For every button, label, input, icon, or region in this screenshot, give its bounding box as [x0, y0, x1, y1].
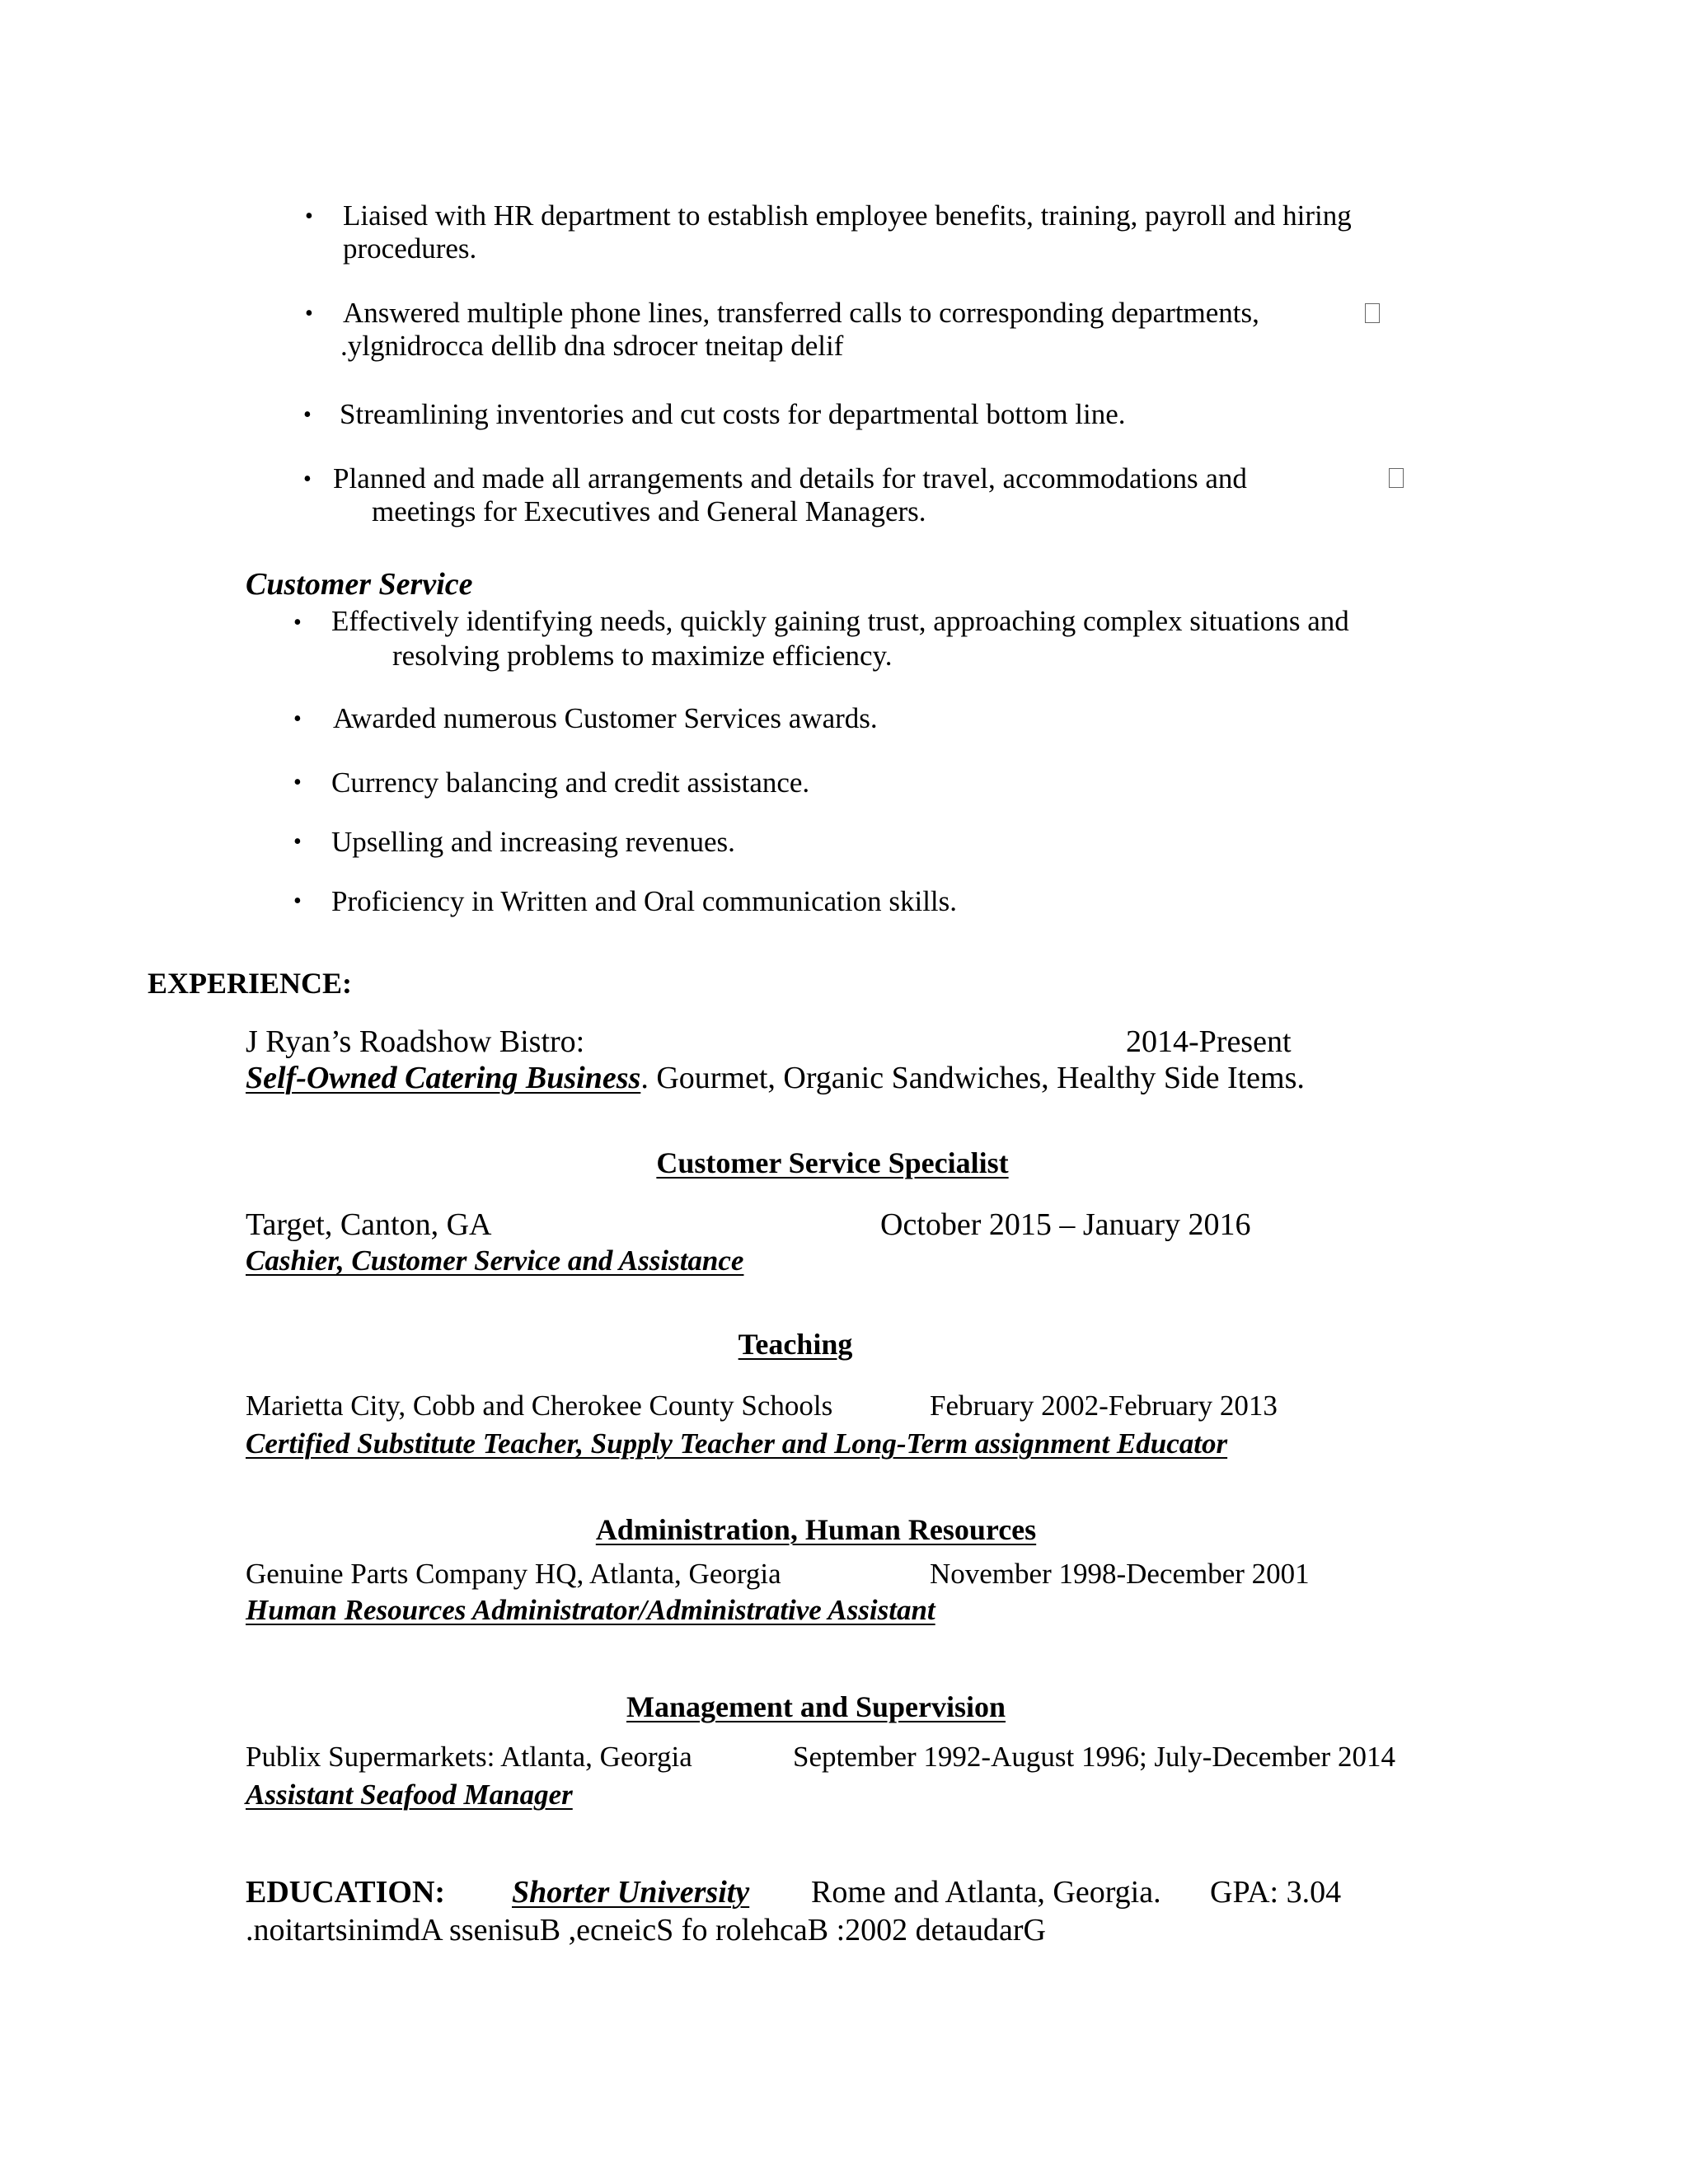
job-title: Assistant Seafood Manager — [246, 1779, 573, 1811]
employment-dates: October 2015 – January 2016 — [880, 1207, 1251, 1242]
employment-dates: February 2002-February 2013 — [930, 1390, 1278, 1422]
education-heading: EDUCATION: — [246, 1875, 446, 1910]
bullet-text: Currency balancing and credit assistance. — [331, 766, 810, 799]
bullet-icon: • — [293, 888, 302, 914]
bullet-icon: • — [293, 829, 302, 855]
bullet-text: Liaised with HR department to establish employee benefits, training, payroll and hiring — [343, 199, 1352, 232]
job-title: Cashier, Customer Service and Assistance — [246, 1244, 744, 1277]
bullet-text: Proficiency in Written and Oral communication skills. — [331, 885, 958, 917]
degree-line: .noitartsinimdA ssenisuB ,ecneicS fo rolehcaB :2002 detaudarG — [246, 1913, 1046, 1947]
bullet-text-continued: procedures. — [343, 232, 477, 265]
employer-name: J Ryan’s Roadshow Bistro: — [246, 1024, 585, 1059]
job-title: Certified Substitute Teacher, Supply Teacher and Long-Term assignment Educator — [246, 1427, 1228, 1460]
section-heading: Teaching — [738, 1328, 853, 1361]
bullet-icon: • — [293, 770, 302, 795]
bullet-text-continued: .ylgnidrocca dellib dna sdrocer tneitap delif — [340, 330, 844, 362]
employment-dates: November 1998-December 2001 — [930, 1558, 1310, 1590]
missing-glyph-icon — [1365, 303, 1380, 323]
bullet-icon: • — [293, 610, 302, 635]
employment-dates: 2014-Present — [1126, 1024, 1292, 1059]
school-name: Shorter University — [512, 1875, 750, 1910]
bullet-icon: • — [303, 466, 312, 492]
missing-glyph-icon — [1389, 468, 1404, 488]
employer-name: Publix Supermarkets: Atlanta, Georgia — [246, 1741, 692, 1773]
section-heading: Management and Supervision — [626, 1690, 1006, 1723]
experience-heading: EXPERIENCE: — [148, 967, 353, 1000]
bullet-icon: • — [305, 301, 313, 326]
bullet-text: Streamlining inventories and cut costs for departmental bottom line. — [340, 398, 1126, 430]
bullet-icon: • — [305, 204, 313, 229]
employer-name: Genuine Parts Company HQ, Atlanta, Georgia — [246, 1558, 781, 1590]
bullet-text: Awarded numerous Customer Services awards. — [333, 702, 878, 734]
bullet-text: Answered multiple phone lines, transferred calls to corresponding departments, — [343, 297, 1259, 329]
section-heading: Administration, Human Resources — [595, 1513, 1037, 1546]
gpa: GPA: 3.04 — [1210, 1875, 1342, 1910]
bullet-text: Planned and made all arrangements and details for travel, accommodations and — [333, 462, 1247, 494]
employment-dates: September 1992-August 1996; July-December 2014 — [793, 1741, 1395, 1773]
employer-name: Marietta City, Cobb and Cherokee County Schools — [246, 1390, 833, 1422]
customer-service-heading: Customer Service — [246, 567, 473, 602]
job-description: . Gourmet, Organic Sandwiches, Healthy Side Items. — [640, 1061, 1305, 1095]
bullet-icon: • — [293, 706, 302, 732]
section-heading: Customer Service Specialist — [656, 1146, 1009, 1179]
bullet-text-continued: resolving problems to maximize efficiency. — [392, 640, 893, 672]
bullet-text: Upselling and increasing revenues. — [331, 826, 735, 858]
bullet-icon: • — [303, 402, 312, 428]
bullet-text-continued: meetings for Executives and General Managers. — [372, 495, 926, 527]
bullet-text: Effectively identifying needs, quickly gaining trust, approaching complex situations and — [331, 605, 1349, 637]
job-title: Self-Owned Catering Business — [246, 1061, 641, 1095]
job-title-line — [246, 1060, 1305, 1096]
employer-name: Target, Canton, GA — [246, 1207, 492, 1242]
job-title: Human Resources Administrator/Administrative Assistant — [246, 1594, 935, 1626]
school-location: Rome and Atlanta, Georgia. — [811, 1875, 1161, 1910]
